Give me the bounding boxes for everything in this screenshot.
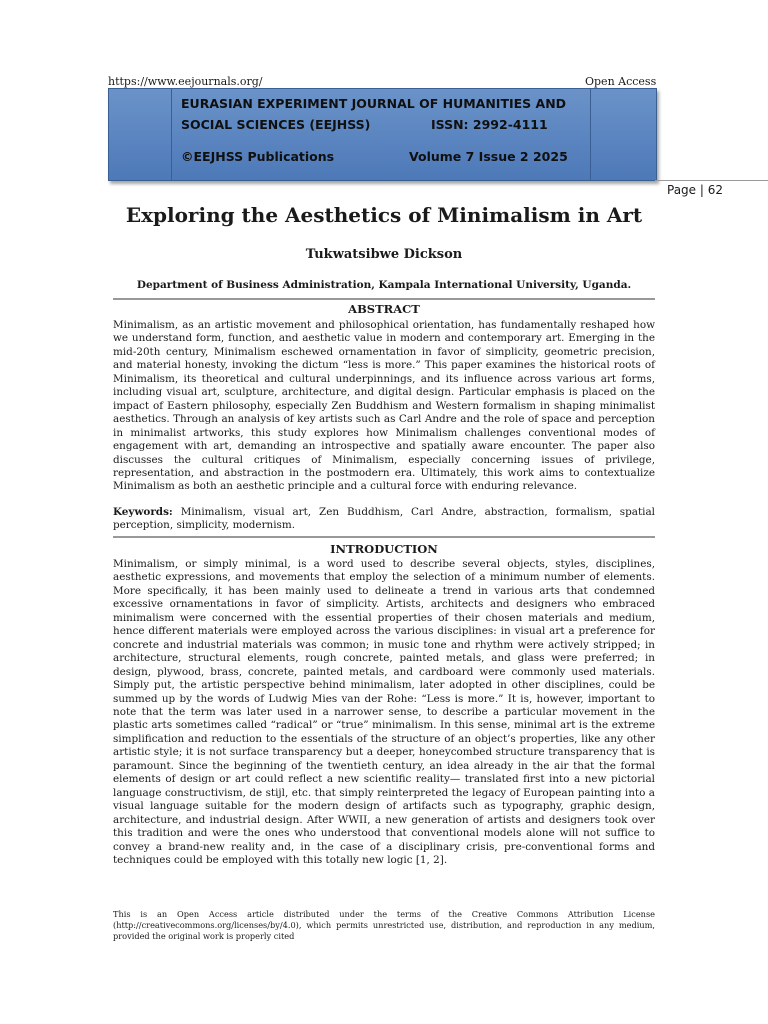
abstract-text: Minimalism, as an artistic movement and philosophical orientation, has fundamentally reshaped how we understand form, function, and aesthetic value in modern and contemporary art. Emerging in the mid-20th century, Minimalism eschewed ornamentation in favor of simplicity, geometric precision, and material honesty, invoking the dictum “less is more.” This paper examines the historical roots of Minimalism, its theoretical and cultural underpinnings, and its influence across various art forms, including visual art, sculpture, architecture, and digital design. Particular emphasis is placed on the impact of Eastern philosophy, especially Zen Buddhism and Western formalism in shaping minimalist aesthetics. Through an analysis of key artists such as Carl Andre and the role of space and perception in minimalist artworks, this study explores how Minimalism challenges conventional modes of engagement with art, demanding an introspective and spatially aware encounter. The paper also discusses the cultural critiques of Minimalism, especially concerning issues of privilege, representation, and abstraction in the postmodern era. Ultimately, this work aims to contextualize Minimalism as both an aesthetic principle and a cultural force with enduring relevance. [113, 319, 655, 493]
abstract-divider [113, 298, 655, 300]
journal-banner [108, 88, 657, 181]
author-affiliation: Department of Business Administration, Kampala International University, Uganda. [136, 279, 632, 291]
publisher: ©EEJHSS Publications [181, 149, 335, 164]
volume-issue: Volume 7 Issue 2 2025 [409, 149, 568, 164]
open-access-label: Open Access [585, 75, 657, 88]
introduction-divider [113, 536, 655, 538]
keywords-label: Keywords: [113, 506, 173, 518]
introduction-text: Minimalism, or simply minimal, is a word used to describe several objects, styles, disciplines, aesthetic expressions, and movements that employ the selection of a minimum number of elements. More specifically, it has been mainly used to delineate a trend in various arts that condemned excessive ornamentations in favor of simplicity. Artists, architects and designers who embraced minimalism were concerned with the essential properties of their chosen materials and medium, hence different materials were employed across the various disciplines: in visual art a preference for concrete and industrial materials was common; in music tone and rhythm were actively stripped; in architecture, structural elements, rough concrete, painted metals, and glass were preferred; in design, plywood, brass, concrete, painted metals, and cardboard were commonly used materials. Simply put, the artistic perspective behind minimalism, later adopted in other disciplines, could be summed up by the words of Ludwig Mies van der Rohe: “Less is more.” It is, however, important to note that the term was later used in a narrower sense, to describe a particular movement in the plastic arts sometimes called “radical” or “true” minimalism. In this sense, minimal art is the extreme simplification and reduction to the essentials of the structure of an object’s properties, like any other artistic style; it is not surface transparency but a deeper, honeycombed structure transparency that is paramount. Since the beginning of the twentieth century, an idea already in the air that the formal elements of design or art could reflect a new scientific reality— translated first into a new pictorial language constructivism, de stijl, etc. that simply reinterpreted the legacy of European painting into a visual language suitable for the modern design of artifacts such as typography, graphic design, architecture, and industrial design. After WWII, a new generation of artists and designers took over this tradition and were the ones who understood that conventional models alone will not suffice to convey a brand-new reality and, in the case of a disciplinary crisis, pre-conventional forms and techniques could be employed with this totally new logic [1, 2]. [113, 558, 655, 866]
abstract-heading: ABSTRACT [348, 302, 420, 316]
journal-name-line1: EURASIAN EXPERIMENT JOURNAL OF HUMANITIES AND [181, 96, 567, 111]
issn: ISSN: 2992-4111 [431, 117, 548, 132]
article-title: Exploring the Aesthetics of Minimalism in Art [125, 203, 643, 227]
page-number-rule [655, 180, 768, 181]
author-name: Tukwatsibwe Dickson [305, 247, 463, 262]
page-number: Page | 62 [667, 183, 723, 197]
journal-url[interactable]: https://www.eejournals.org/ [108, 75, 263, 88]
introduction-heading: INTRODUCTION [330, 542, 438, 556]
journal-name-line2: SOCIAL SCIENCES (EEJHSS) [181, 117, 371, 132]
keywords-list: Minimalism, visual art, Zen Buddhism, Carl Andre, abstraction, formalism, spatial perception, simplicity, modernism. [113, 506, 655, 532]
license-footer: This is an Open Access article distributed under the terms of the Creative Commons Attribution License (http://creativecommons.org/licenses/by/4.0), which permits unrestricted use, distribution, and reproduction in any medium, provided the original work is properly cited [113, 909, 655, 941]
keywords [113, 506, 655, 533]
